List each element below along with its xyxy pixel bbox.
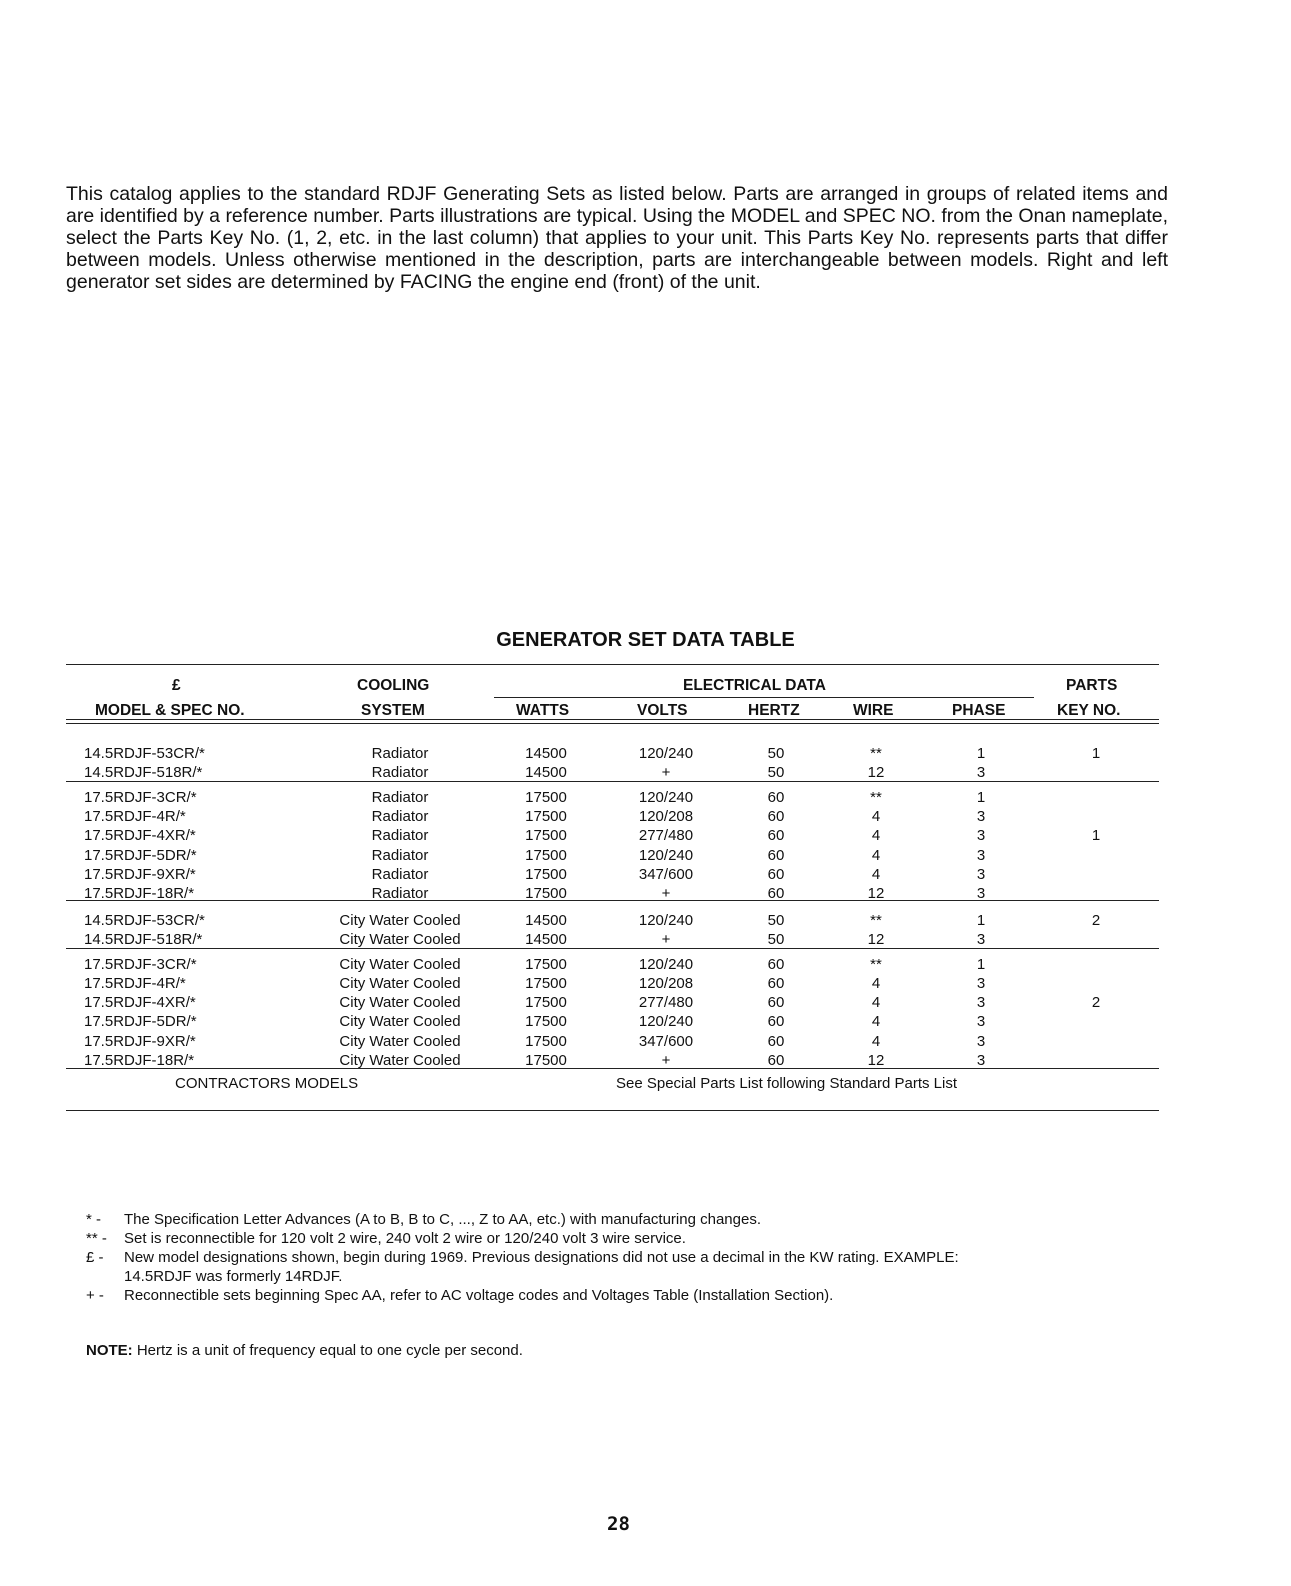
table-row [66, 827, 1159, 847]
table-row [66, 994, 1159, 1014]
footnote [86, 1210, 986, 1229]
table-row [66, 975, 1159, 995]
cell-phase: 3 [976, 1033, 986, 1050]
cell-phase: 3 [976, 975, 986, 992]
cell-cooling: City Water Cooled [339, 912, 461, 929]
cell-cooling: Radiator [371, 847, 429, 864]
cell-hertz: 60 [767, 789, 785, 806]
cell-wire: 4 [871, 975, 881, 992]
cell-phase: 3 [976, 847, 986, 864]
cell-model: 17.5RDJF-4R/* [84, 975, 186, 992]
footnote-mark: ** - [86, 1230, 107, 1247]
cell-volts: 277/480 [638, 994, 694, 1011]
header-watts: WATTS [516, 702, 570, 719]
cell-phase: 3 [976, 866, 986, 883]
cell-volts: 347/600 [638, 866, 694, 883]
footnotes [86, 1210, 986, 1305]
cell-wire: 4 [871, 1013, 881, 1030]
table-row [66, 866, 1159, 886]
cell-volts: 120/208 [638, 975, 694, 992]
cell-volts: 120/240 [638, 1013, 694, 1030]
electrical-rule [494, 697, 1034, 698]
cell-model: 17.5RDJF-9XR/* [84, 866, 196, 883]
cell-hertz: 60 [767, 808, 785, 825]
cell-volts: 120/240 [638, 789, 694, 806]
header-cooling-2: SYSTEM [361, 702, 425, 719]
cell-wire: 4 [871, 994, 881, 1011]
cell-hertz: 60 [767, 847, 785, 864]
cell-model: 17.5RDJF-5DR/* [84, 847, 197, 864]
cell-volts: + [661, 1052, 671, 1069]
cell-cooling: Radiator [371, 808, 429, 825]
cell-phase: 3 [976, 827, 986, 844]
note-label: NOTE: [86, 1342, 133, 1359]
cell-volts: 277/480 [638, 827, 694, 844]
cell-cooling: City Water Cooled [339, 1052, 461, 1069]
cell-volts: 120/240 [638, 956, 694, 973]
cell-watts: 17500 [525, 808, 567, 825]
cell-parts-key: 1 [1091, 745, 1101, 762]
cell-watts: 17500 [525, 956, 567, 973]
cell-cooling: Radiator [371, 764, 429, 781]
cell-wire: 4 [871, 827, 881, 844]
cell-hertz: 60 [767, 866, 785, 883]
cell-wire: 4 [871, 808, 881, 825]
cell-model: 17.5RDJF-4XR/* [84, 994, 196, 1011]
cell-wire: ** [870, 789, 882, 806]
cell-watts: 14500 [525, 912, 567, 929]
cell-watts: 17500 [525, 885, 567, 902]
cell-watts: 17500 [525, 1052, 567, 1069]
cell-cooling: City Water Cooled [339, 956, 461, 973]
cell-phase: 3 [976, 1013, 986, 1030]
page-number: 28 [607, 1513, 630, 1535]
cell-volts: + [661, 885, 671, 902]
cell-watts: 17500 [525, 789, 567, 806]
table-row [66, 1033, 1159, 1053]
cell-wire: 12 [867, 1052, 885, 1069]
cell-model: 17.5RDJF-5DR/* [84, 1013, 197, 1030]
cell-model: 17.5RDJF-3CR/* [84, 789, 197, 806]
table-row [66, 931, 1159, 951]
table-row [66, 789, 1159, 809]
cell-volts: 120/240 [638, 847, 694, 864]
cell-model: 17.5RDJF-9XR/* [84, 1033, 196, 1050]
cell-watts: 17500 [525, 994, 567, 1011]
table-row [66, 808, 1159, 828]
table-row [66, 745, 1159, 765]
footnote-text: Reconnectible sets beginning Spec AA, refer to AC voltage codes and Voltages Table (Installation Section). [124, 1287, 834, 1304]
footnote-text: Set is reconnectible for 120 volt 2 wire, 240 volt 2 wire or 120/240 volt 3 wire service. [124, 1230, 686, 1247]
footnote-mark: £ - [86, 1249, 104, 1266]
cell-hertz: 60 [767, 885, 785, 902]
cell-cooling: City Water Cooled [339, 994, 461, 1011]
cell-cooling: City Water Cooled [339, 1033, 461, 1050]
cell-watts: 17500 [525, 975, 567, 992]
footnote-text: New model designations shown, begin during 1969. Previous designations did not use a decimal in the KW rating. EXAMPLE: 14.5RDJF was formerly 14RDJF. [124, 1249, 959, 1285]
cell-watts: 17500 [525, 866, 567, 883]
cell-model: 14.5RDJF-53CR/* [84, 912, 205, 929]
cell-model: 17.5RDJF-3CR/* [84, 956, 197, 973]
table-row [66, 764, 1159, 784]
cell-hertz: 50 [767, 745, 785, 762]
hertz-note [86, 1342, 523, 1359]
header-cooling-1: COOLING [357, 677, 430, 694]
cell-volts: 347/600 [638, 1033, 694, 1050]
cell-phase: 1 [976, 789, 986, 806]
cell-volts: 120/208 [638, 808, 694, 825]
cell-parts-key: 2 [1091, 994, 1101, 1011]
cell-phase: 1 [976, 956, 986, 973]
cell-hertz: 60 [767, 1013, 785, 1030]
cell-phase: 3 [976, 994, 986, 1011]
table-row [66, 1052, 1159, 1072]
footnote [86, 1286, 986, 1305]
cell-volts: 120/240 [638, 745, 694, 762]
cell-watts: 14500 [525, 931, 567, 948]
cell-watts: 14500 [525, 764, 567, 781]
cell-hertz: 50 [767, 764, 785, 781]
cell-parts-key: 1 [1091, 827, 1101, 844]
cell-watts: 17500 [525, 1033, 567, 1050]
contractors-note: See Special Parts List following Standard Parts List [616, 1075, 958, 1092]
table-end-rule [66, 1110, 1159, 1111]
table-title: GENERATOR SET DATA TABLE [496, 629, 795, 651]
note-text: Hertz is a unit of frequency equal to one cycle per second. [136, 1342, 523, 1359]
cell-parts-key: 2 [1091, 912, 1101, 929]
cell-phase: 1 [976, 912, 986, 929]
cell-wire: 4 [871, 847, 881, 864]
cell-phase: 1 [976, 745, 986, 762]
cell-wire: 4 [871, 866, 881, 883]
cell-phase: 3 [976, 1052, 986, 1069]
table-top-rule [66, 664, 1159, 665]
cell-volts: 120/240 [638, 912, 694, 929]
cell-hertz: 60 [767, 994, 785, 1011]
cell-hertz: 50 [767, 912, 785, 929]
cell-wire: 12 [867, 931, 885, 948]
cell-model: 14.5RDJF-53CR/* [84, 745, 205, 762]
header-volts: VOLTS [637, 702, 688, 719]
cell-wire: 4 [871, 1033, 881, 1050]
cell-watts: 17500 [525, 827, 567, 844]
cell-watts: 17500 [525, 1013, 567, 1030]
cell-model: 17.5RDJF-4R/* [84, 808, 186, 825]
header-electrical: ELECTRICAL DATA [683, 677, 826, 694]
header-parts-2: KEY NO. [1057, 702, 1121, 719]
footnote [86, 1229, 986, 1248]
cell-model: 17.5RDJF-4XR/* [84, 827, 196, 844]
table-row [66, 885, 1159, 905]
header-wire: WIRE [853, 702, 894, 719]
cell-cooling: City Water Cooled [339, 931, 461, 948]
table-row [66, 847, 1159, 867]
header-phase: PHASE [952, 702, 1006, 719]
table-row [66, 956, 1159, 976]
footnote-mark: + - [86, 1287, 104, 1304]
footnote-mark: * - [86, 1211, 101, 1228]
cell-wire: 12 [867, 885, 885, 902]
cell-cooling: Radiator [371, 827, 429, 844]
cell-hertz: 50 [767, 931, 785, 948]
cell-wire: 12 [867, 764, 885, 781]
intro-paragraph: This catalog applies to the standard RDJF Generating Sets as listed below. Parts are arranged in groups of related items and are identified by a reference number. Parts illustrations are typical. Using the MODEL and SPEC NO. from the Onan nameplate, select the Parts Key No. (1, 2, etc. in the last column) that applies to your unit. This Parts Key No. represents parts that differ between models. Unless otherwise mentioned in the description, parts are interchangeable between models. Right and left generator set sides are determined by FACING the engine end (front) of the unit. [66, 183, 1168, 293]
header-hertz: HERTZ [748, 702, 800, 719]
cell-hertz: 60 [767, 956, 785, 973]
cell-wire: ** [870, 912, 882, 929]
header-model: MODEL & SPEC NO. [95, 702, 245, 719]
cell-hertz: 60 [767, 827, 785, 844]
cell-phase: 3 [976, 885, 986, 902]
cell-wire: ** [870, 956, 882, 973]
contractors-label: CONTRACTORS MODELS [175, 1075, 359, 1092]
cell-cooling: Radiator [371, 866, 429, 883]
cell-phase: 3 [976, 931, 986, 948]
table-row [66, 912, 1159, 932]
cell-hertz: 60 [767, 1052, 785, 1069]
cell-phase: 3 [976, 764, 986, 781]
cell-volts: + [661, 764, 671, 781]
cell-model: 14.5RDJF-518R/* [84, 764, 203, 781]
cell-model: 14.5RDJF-518R/* [84, 931, 203, 948]
cell-hertz: 60 [767, 975, 785, 992]
cell-model: 17.5RDJF-18R/* [84, 885, 195, 902]
cell-phase: 3 [976, 808, 986, 825]
cell-model: 17.5RDJF-18R/* [84, 1052, 195, 1069]
cell-volts: + [661, 931, 671, 948]
footnote [86, 1248, 986, 1286]
header-parts-1: PARTS [1066, 677, 1118, 694]
header-model-mark: £ [172, 677, 181, 694]
cell-watts: 14500 [525, 745, 567, 762]
header-rule-2 [66, 723, 1159, 724]
footnote-text: The Specification Letter Advances (A to B, B to C, ..., Z to AA, etc.) with manufacturing changes. [124, 1211, 761, 1228]
table-row [66, 1013, 1159, 1033]
cell-hertz: 60 [767, 1033, 785, 1050]
cell-cooling: City Water Cooled [339, 975, 461, 992]
cell-cooling: Radiator [371, 789, 429, 806]
cell-cooling: Radiator [371, 885, 429, 902]
cell-watts: 17500 [525, 847, 567, 864]
cell-cooling: Radiator [371, 745, 429, 762]
cell-wire: ** [870, 745, 882, 762]
cell-cooling: City Water Cooled [339, 1013, 461, 1030]
